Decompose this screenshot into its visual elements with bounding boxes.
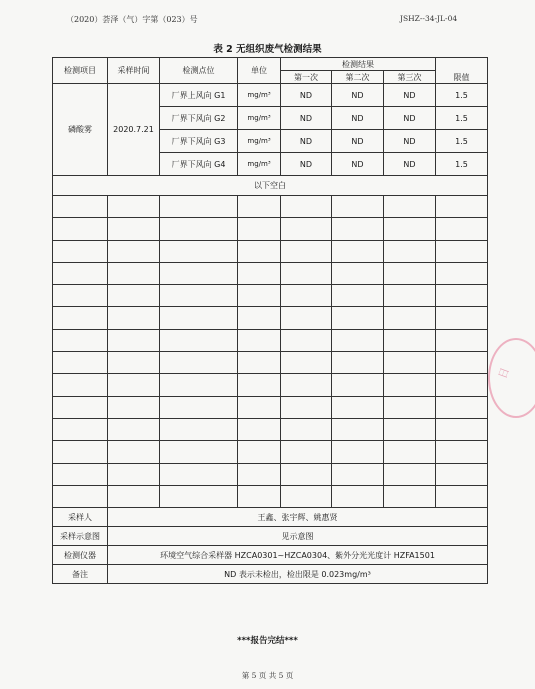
result-cell: ND (281, 130, 332, 153)
blank-cell (332, 463, 384, 485)
blank-cell (281, 374, 332, 396)
blank-cell (281, 262, 332, 284)
seal-stamp (488, 338, 535, 418)
limit-cell: 1.5 (436, 130, 488, 153)
remark-label: 备注 (53, 565, 108, 584)
point-cell: 厂界上风向 G1 (160, 84, 238, 107)
blank-cell (332, 262, 384, 284)
unit-cell: mg/m³ (238, 107, 281, 130)
blank-cell (384, 485, 436, 507)
blank-row (53, 196, 488, 218)
blank-cell (238, 285, 281, 307)
result-cell: ND (281, 153, 332, 176)
header-point: 检测点位 (160, 58, 238, 84)
blank-cell (160, 418, 238, 440)
blank-cell (108, 463, 160, 485)
blank-row (53, 262, 488, 284)
blank-cell (108, 196, 160, 218)
point-cell: 厂界下风向 G3 (160, 130, 238, 153)
blank-cell (281, 418, 332, 440)
blank-cell (332, 396, 384, 418)
blank-cell (160, 329, 238, 351)
blank-cell (332, 196, 384, 218)
blank-cell (238, 352, 281, 374)
blank-row (53, 307, 488, 329)
sample-date: 2020.7.21 (108, 84, 160, 176)
result-cell: ND (384, 153, 436, 176)
limit-cell: 1.5 (436, 153, 488, 176)
result-cell: ND (281, 84, 332, 107)
blank-cell (108, 396, 160, 418)
blank-cell (238, 218, 281, 240)
blank-cell (384, 218, 436, 240)
table-row (53, 84, 488, 107)
header-item: 检测项目 (53, 58, 108, 84)
result-cell: ND (332, 130, 384, 153)
blank-cell (384, 329, 436, 351)
blank-cell (53, 329, 108, 351)
blank-cell (53, 196, 108, 218)
blank-cell (384, 396, 436, 418)
blank-cell (108, 285, 160, 307)
instrument-label: 检测仪器 (53, 546, 108, 565)
document-number: （2020）荟泽（气）字第（023）号 (66, 15, 198, 24)
result-cell: ND (384, 107, 436, 130)
blank-cell (108, 441, 160, 463)
blank-rows (53, 196, 488, 508)
blank-row (53, 240, 488, 262)
blank-cell (436, 418, 488, 440)
blank-cell (238, 485, 281, 507)
blank-cell (108, 218, 160, 240)
blank-cell (436, 196, 488, 218)
result-cell: ND (384, 84, 436, 107)
blank-cell (384, 307, 436, 329)
unit-cell: mg/m³ (238, 84, 281, 107)
blank-cell (436, 352, 488, 374)
blank-cell (332, 418, 384, 440)
blank-cell (53, 240, 108, 262)
header-unit: 单位 (238, 58, 281, 84)
blank-cell (108, 307, 160, 329)
blank-row (53, 285, 488, 307)
blank-cell (53, 285, 108, 307)
report-end: ***报告完结*** (237, 636, 298, 646)
blank-cell (281, 441, 332, 463)
result-cell: ND (332, 84, 384, 107)
blank-row (53, 352, 488, 374)
diagram-label: 采样示意图 (53, 527, 108, 546)
limit-cell: 1.5 (436, 107, 488, 130)
blank-cell (281, 463, 332, 485)
blank-cell (238, 329, 281, 351)
blank-cell (108, 418, 160, 440)
blank-cell (238, 396, 281, 418)
blank-cell (384, 418, 436, 440)
blank-cell (53, 441, 108, 463)
blank-cell (332, 352, 384, 374)
blank-cell (53, 307, 108, 329)
sampler-label: 采样人 (53, 508, 108, 527)
blank-cell (238, 240, 281, 262)
blank-row (53, 441, 488, 463)
table-title: 表 2 无组织废气检测结果 (213, 44, 322, 55)
limit-cell: 1.5 (436, 84, 488, 107)
blank-cell (108, 262, 160, 284)
blank-cell (281, 307, 332, 329)
blank-cell (53, 485, 108, 507)
blank-cell (436, 262, 488, 284)
blank-cell (281, 485, 332, 507)
blank-cell (281, 396, 332, 418)
blank-row (53, 418, 488, 440)
header-date: 采样时间 (108, 58, 160, 84)
blank-row (53, 374, 488, 396)
blank-cell (160, 374, 238, 396)
blank-cell (160, 196, 238, 218)
blank-cell (436, 441, 488, 463)
form-code: JSHZ--34-JL-04 (400, 14, 458, 23)
blank-cell (108, 329, 160, 351)
blank-cell (108, 240, 160, 262)
blank-cell (53, 396, 108, 418)
blank-cell (436, 329, 488, 351)
blank-cell (281, 218, 332, 240)
blank-cell (238, 307, 281, 329)
blank-cell (53, 374, 108, 396)
header-limit: 限值 (453, 73, 470, 82)
results-table (52, 57, 488, 584)
header-first: 第一次 (281, 71, 332, 84)
blank-cell (238, 418, 281, 440)
blank-cell (53, 463, 108, 485)
blank-cell (384, 240, 436, 262)
item-name: 磷酸雾 (53, 84, 108, 176)
instrument-value: 环境空气综合采样器 HZCA0301~HZCA0304、紫外分光光度计 HZFA1501 (108, 546, 488, 565)
blank-cell (436, 463, 488, 485)
blank-cell (384, 285, 436, 307)
blank-cell (436, 285, 488, 307)
blank-cell (53, 418, 108, 440)
blank-cell (332, 485, 384, 507)
blank-cell (53, 352, 108, 374)
remark-value: ND 表示未检出，检出限是 0.023mg/m³ (108, 565, 488, 584)
blank-cell (332, 374, 384, 396)
blank-cell (384, 374, 436, 396)
blank-note: 以下空白 (53, 176, 488, 196)
blank-cell (332, 307, 384, 329)
blank-cell (384, 262, 436, 284)
header-second: 第二次 (332, 71, 384, 84)
blank-cell (281, 285, 332, 307)
blank-cell (238, 441, 281, 463)
blank-cell (160, 307, 238, 329)
header-third: 第三次 (384, 71, 436, 84)
blank-cell (160, 262, 238, 284)
blank-cell (160, 240, 238, 262)
blank-row (53, 396, 488, 418)
blank-cell (108, 374, 160, 396)
blank-cell (332, 441, 384, 463)
blank-cell (53, 218, 108, 240)
blank-cell (238, 262, 281, 284)
blank-row (53, 218, 488, 240)
blank-row (53, 329, 488, 351)
result-cell: ND (332, 107, 384, 130)
unit-cell: mg/m³ (238, 130, 281, 153)
blank-cell (160, 285, 238, 307)
seal-stamp-text: 日 (495, 365, 512, 381)
blank-cell (436, 396, 488, 418)
blank-cell (436, 307, 488, 329)
blank-row (53, 463, 488, 485)
blank-cell (160, 396, 238, 418)
result-cell: ND (281, 107, 332, 130)
point-cell: 厂界下风向 G2 (160, 107, 238, 130)
blank-cell (436, 374, 488, 396)
blank-cell (238, 463, 281, 485)
result-cell: ND (384, 130, 436, 153)
blank-cell (281, 196, 332, 218)
blank-cell (160, 463, 238, 485)
blank-cell (238, 374, 281, 396)
blank-cell (384, 352, 436, 374)
blank-cell (108, 352, 160, 374)
diagram-value: 见示意图 (108, 527, 488, 546)
blank-row (53, 485, 488, 507)
header-limit-spacer (436, 58, 488, 84)
blank-cell (160, 218, 238, 240)
blank-cell (436, 240, 488, 262)
page-number: 第 5 页 共 5 页 (241, 671, 294, 680)
blank-cell (238, 196, 281, 218)
blank-cell (384, 196, 436, 218)
blank-cell (108, 485, 160, 507)
header-results: 检测结果 (281, 58, 436, 71)
blank-cell (281, 352, 332, 374)
blank-cell (384, 441, 436, 463)
blank-cell (332, 285, 384, 307)
blank-cell (281, 329, 332, 351)
point-cell: 厂界下风向 G4 (160, 153, 238, 176)
blank-cell (160, 441, 238, 463)
sampler-value: 王鑫、张宇辉、姚惠贤 (108, 508, 488, 527)
blank-cell (53, 262, 108, 284)
blank-cell (332, 218, 384, 240)
blank-cell (332, 240, 384, 262)
blank-cell (160, 485, 238, 507)
blank-cell (160, 352, 238, 374)
blank-cell (281, 240, 332, 262)
blank-cell (436, 485, 488, 507)
blank-cell (384, 463, 436, 485)
blank-cell (332, 329, 384, 351)
result-cell: ND (332, 153, 384, 176)
blank-cell (436, 218, 488, 240)
unit-cell: mg/m³ (238, 153, 281, 176)
